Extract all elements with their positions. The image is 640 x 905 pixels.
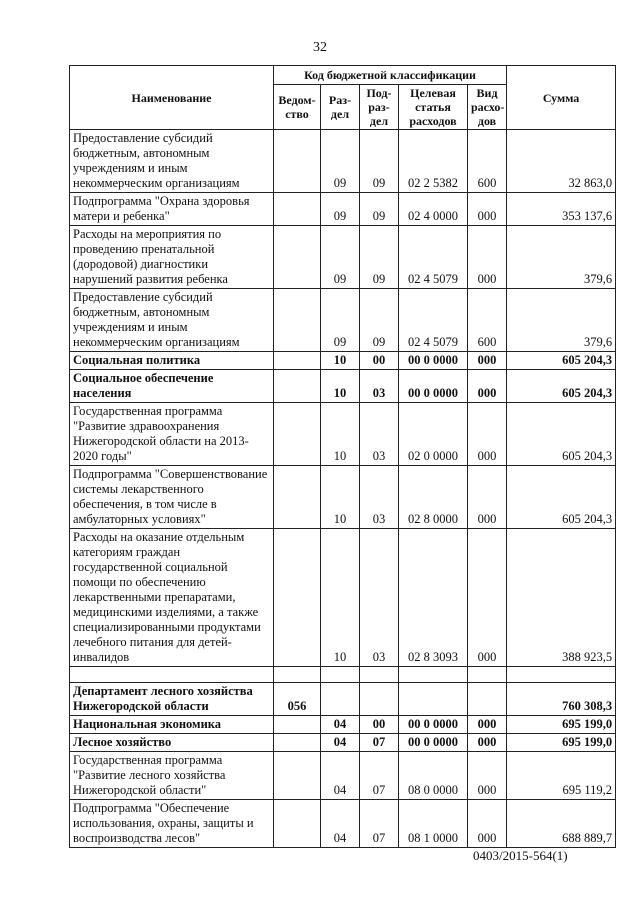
row-sum: 388 923,5 [507, 529, 616, 667]
table-row [70, 352, 616, 370]
row-vedomstvo: 056 [274, 683, 321, 716]
row-target: 08 0 0000 [399, 752, 468, 800]
row-name: Предоставление субсидий бюджетным, автономным учреждениям и иным некоммерческим организациям [70, 130, 274, 193]
table-row [70, 800, 616, 848]
row-vedomstvo [274, 352, 321, 370]
row-podrazdel: 07 [360, 800, 399, 848]
row-vedomstvo [274, 529, 321, 667]
row-target: 02 4 5079 [399, 289, 468, 352]
row-name: Подпрограмма "Обеспечение использования, охраны, защиты и воспроизводства лесов" [70, 800, 274, 848]
row-razdel: 10 [321, 352, 360, 370]
table-row [70, 193, 616, 226]
row-vedomstvo [274, 667, 321, 683]
row-vedomstvo [274, 403, 321, 466]
row-name [70, 667, 274, 683]
row-podrazdel [360, 683, 399, 716]
row-vid: 000 [468, 800, 507, 848]
row-name: Социальная политика [70, 352, 274, 370]
row-name: Государственная программа "Развитие лесного хозяйства Нижегородской области" [70, 752, 274, 800]
row-razdel: 10 [321, 370, 360, 403]
row-vedomstvo [274, 370, 321, 403]
row-vedomstvo [274, 752, 321, 800]
header-code-group: Код бюджетной классификации [274, 66, 507, 85]
table-row [70, 716, 616, 734]
table-row [70, 752, 616, 800]
row-name: Подпрограмма "Совершенствование системы лекарственного обеспечения, в том числе в амбулаторных условиях" [70, 466, 274, 529]
row-vid: 000 [468, 752, 507, 800]
row-podrazdel: 07 [360, 734, 399, 752]
row-podrazdel: 07 [360, 752, 399, 800]
row-name: Департамент лесного хозяйства Нижегородской области [70, 683, 274, 716]
row-sum: 379,6 [507, 289, 616, 352]
row-razdel: 09 [321, 289, 360, 352]
row-razdel: 04 [321, 716, 360, 734]
row-target: 08 1 0000 [399, 800, 468, 848]
row-name: Национальная экономика [70, 716, 274, 734]
table-row [70, 130, 616, 193]
row-name: Расходы на оказание отдельным категориям граждан государственной социальной помощи по обеспечению лекарственными препаратами, медицинскими изделиями, а также специализированными продуктами лечебного питания для детей-инвалидов [70, 529, 274, 667]
row-vid: 000 [468, 193, 507, 226]
row-sum: 760 308,3 [507, 683, 616, 716]
row-podrazdel: 09 [360, 289, 399, 352]
header-sum: Сумма [507, 66, 616, 130]
row-name: Социальное обеспечение населения [70, 370, 274, 403]
row-vedomstvo [274, 734, 321, 752]
row-podrazdel: 09 [360, 226, 399, 289]
row-vid: 000 [468, 352, 507, 370]
row-name: Предоставление субсидий бюджетным, автономным учреждениям и иным некоммерческим организациям [70, 289, 274, 352]
row-sum: 605 204,3 [507, 352, 616, 370]
row-target [399, 683, 468, 716]
row-target: 02 2 5382 [399, 130, 468, 193]
row-podrazdel: 09 [360, 130, 399, 193]
row-sum [507, 667, 616, 683]
row-vedomstvo [274, 193, 321, 226]
row-sum: 605 204,3 [507, 466, 616, 529]
row-vedomstvo [274, 716, 321, 734]
row-podrazdel: 03 [360, 403, 399, 466]
row-sum: 695 199,0 [507, 716, 616, 734]
row-vid: 600 [468, 289, 507, 352]
row-vid: 600 [468, 130, 507, 193]
page-number: 32 [313, 40, 327, 55]
header-name: Наименование [70, 66, 274, 130]
row-razdel: 04 [321, 734, 360, 752]
row-razdel: 10 [321, 403, 360, 466]
header-podrazdel: Под-раз-дел [360, 85, 399, 130]
row-name: Лесное хозяйство [70, 734, 274, 752]
row-razdel: 04 [321, 752, 360, 800]
table-row [70, 683, 616, 716]
row-target: 02 8 3093 [399, 529, 468, 667]
row-razdel [321, 667, 360, 683]
row-vid: 000 [468, 226, 507, 289]
table-row [70, 529, 616, 667]
row-target: 00 0 0000 [399, 716, 468, 734]
header-razdel: Раз-дел [321, 85, 360, 130]
row-sum: 695 119,2 [507, 752, 616, 800]
row-target: 00 0 0000 [399, 734, 468, 752]
row-name: Подпрограмма "Охрана здоровья матери и ребенка" [70, 193, 274, 226]
row-sum: 605 204,3 [507, 403, 616, 466]
row-vid [468, 667, 507, 683]
row-razdel: 09 [321, 130, 360, 193]
budget-table [69, 65, 616, 848]
row-vedomstvo [274, 226, 321, 289]
row-vid: 000 [468, 466, 507, 529]
row-sum: 688 889,7 [507, 800, 616, 848]
row-razdel [321, 683, 360, 716]
row-vid: 000 [468, 370, 507, 403]
row-target: 02 4 0000 [399, 193, 468, 226]
row-vid: 000 [468, 716, 507, 734]
row-name: Государственная программа "Развитие здравоохранения Нижегородской области на 2013-2020 годы" [70, 403, 274, 466]
row-vedomstvo [274, 130, 321, 193]
header-vedomstvo: Ведом-ство [274, 85, 321, 130]
table-row [70, 289, 616, 352]
row-razdel: 10 [321, 529, 360, 667]
table-body [70, 130, 616, 848]
row-vedomstvo [274, 466, 321, 529]
row-target [399, 667, 468, 683]
row-vid [468, 683, 507, 716]
row-razdel: 04 [321, 800, 360, 848]
row-target: 00 0 0000 [399, 352, 468, 370]
row-vedomstvo [274, 289, 321, 352]
row-sum: 32 863,0 [507, 130, 616, 193]
table-row [70, 734, 616, 752]
row-target: 00 0 0000 [399, 370, 468, 403]
row-target: 02 0 0000 [399, 403, 468, 466]
row-podrazdel: 00 [360, 716, 399, 734]
table-row [70, 667, 616, 683]
table-row [70, 403, 616, 466]
row-podrazdel: 03 [360, 466, 399, 529]
row-razdel: 09 [321, 193, 360, 226]
document-code: 0403/2015-564(1) [473, 848, 568, 863]
row-podrazdel [360, 667, 399, 683]
row-vid: 000 [468, 403, 507, 466]
row-vid: 000 [468, 529, 507, 667]
row-razdel: 09 [321, 226, 360, 289]
table-row [70, 226, 616, 289]
row-podrazdel: 03 [360, 370, 399, 403]
table-row [70, 370, 616, 403]
row-podrazdel: 03 [360, 529, 399, 667]
row-sum: 379,6 [507, 226, 616, 289]
table-row [70, 466, 616, 529]
row-razdel: 10 [321, 466, 360, 529]
row-vid: 000 [468, 734, 507, 752]
header-target: Целевая статья расходов [399, 85, 468, 130]
row-sum: 605 204,3 [507, 370, 616, 403]
row-sum: 353 137,6 [507, 193, 616, 226]
row-podrazdel: 00 [360, 352, 399, 370]
row-target: 02 8 0000 [399, 466, 468, 529]
row-podrazdel: 09 [360, 193, 399, 226]
row-name: Расходы на мероприятия по проведению пренатальной (дородовой) диагностики нарушений развития ребенка [70, 226, 274, 289]
row-sum: 695 199,0 [507, 734, 616, 752]
row-vedomstvo [274, 800, 321, 848]
row-target: 02 4 5079 [399, 226, 468, 289]
header-vid: Вид расхо-дов [468, 85, 507, 130]
